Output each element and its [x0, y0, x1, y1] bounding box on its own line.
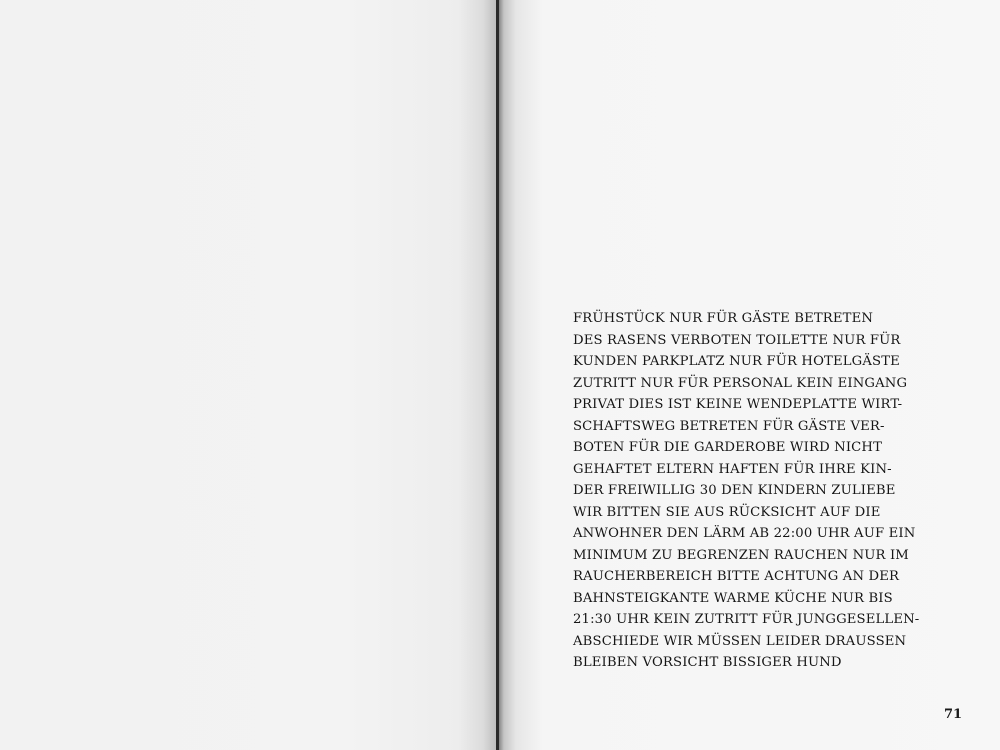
- text-line: RAUCHERBEREICH BITTE ACHTUNG AN DER: [573, 569, 900, 584]
- book-gutter: [496, 0, 499, 750]
- text-line: DES RASENS VERBOTEN TOILETTE NUR FÜR: [573, 332, 901, 348]
- text-line: ANWOHNER DEN LÄRM AB 22:00 UHR AUF EIN: [573, 526, 916, 541]
- text-line: DER FREIWILLIG 30 DEN KINDERN ZULIEBE: [573, 483, 896, 498]
- text-line: MINIMUM ZU BEGRENZEN RAUCHEN NUR IM: [573, 547, 909, 563]
- text-line: BOTEN FÜR DIE GARDEROBE WIRD NICHT: [573, 440, 883, 455]
- text-line: BAHNSTEIGKANTE WARME KÜCHE NUR BIS: [573, 590, 893, 606]
- text-line: 21:30 UHR KEIN ZUTRITT FÜR JUNGGESELLEN-: [573, 612, 920, 627]
- body-text: [573, 308, 933, 674]
- text-line: ABSCHIEDE WIR MÜSSEN LEIDER DRAUSSEN: [573, 633, 907, 649]
- text-line: BLEIBEN VORSICHT BISSIGER HUND: [573, 655, 842, 670]
- text-line: SCHAFTSWEG BETRETEN FÜR GÄSTE VER-: [573, 418, 885, 434]
- page-number: 71: [943, 707, 963, 722]
- left-page: [0, 0, 498, 750]
- text-line: ZUTRITT NUR FÜR PERSONAL KEIN EINGANG: [573, 375, 908, 391]
- text-line: FRÜHSTÜCK NUR FÜR GÄSTE BETRETEN: [573, 311, 874, 326]
- text-line: WIR BITTEN SIE AUS RÜCKSICHT AUF DIE: [573, 504, 881, 520]
- text-line: GEHAFTET ELTERN HAFTEN FÜR IHRE KIN-: [573, 461, 892, 477]
- text-line: PRIVAT DIES IST KEINE WENDEPLATTE WIRT-: [573, 397, 903, 412]
- text-line: KUNDEN PARKPLATZ NUR FÜR HOTELGÄSTE: [573, 354, 900, 369]
